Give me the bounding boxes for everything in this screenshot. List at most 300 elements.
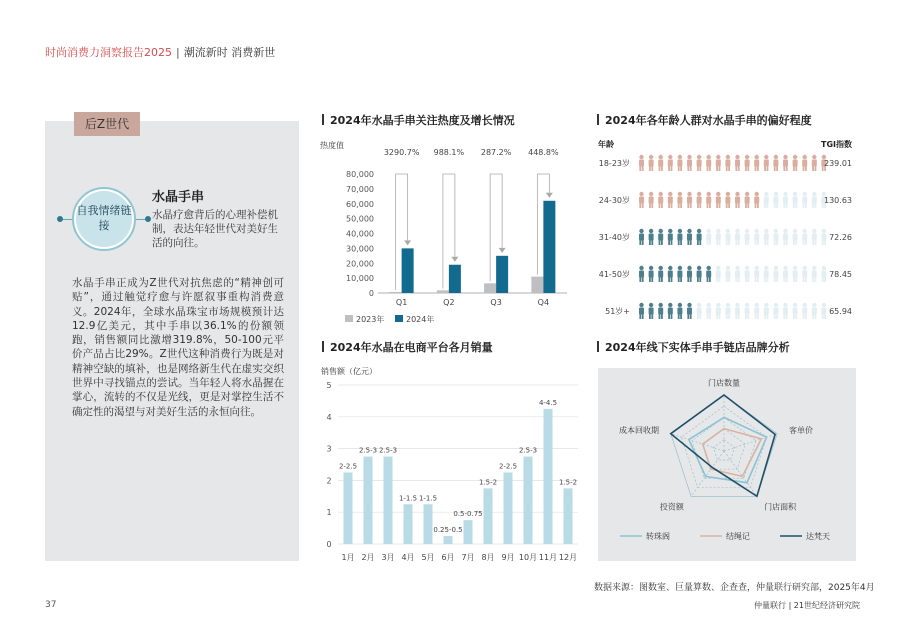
sales-data-label: 1-1.5 [398,494,418,503]
person-icon-body [725,234,730,241]
person-icon-head [745,266,749,270]
person-icon-body [716,308,721,315]
person-icon-leg [755,203,757,208]
person-icon-head [774,155,778,159]
sales-bar [364,457,373,544]
person-icon-head [803,192,807,196]
person-icon-body [706,234,711,241]
radar-legend-label: 转珠阁 [646,532,670,541]
person-icon-body [706,308,711,315]
age-tgi-value: 130.63 [824,196,852,205]
person-icon-leg [822,277,824,282]
person-icon-body [745,197,750,204]
person-icon-leg [786,314,788,319]
person-icon-leg [699,277,701,282]
person-icon-leg [709,203,711,208]
sales-bar [404,504,413,544]
sales-bar [484,488,493,544]
heat-x-tick-label: Q3 [490,298,502,307]
person-icon-leg [668,240,670,245]
person-icon-body [668,160,673,167]
person-icon-body [735,308,740,315]
person-icon-body [783,271,788,278]
person-icon-head [678,266,682,270]
person-icon-body [773,234,778,241]
person-icon-body [658,234,663,241]
age-tgi-value: 72.26 [829,233,852,242]
heat-chart-title [322,112,515,128]
person-icon-head [659,192,663,196]
person-icon-body [725,308,730,315]
person-icon-body [735,197,740,204]
person-icon-leg [661,314,663,319]
person-icon-leg [642,277,644,282]
person-icon-head [793,229,797,233]
person-icon-head [783,266,787,270]
person-icon-leg [726,240,728,245]
title-bar-icon [597,114,599,125]
person-icon-leg [661,166,663,171]
person-icon-leg [678,314,680,319]
person-icon-leg [767,166,769,171]
person-icon-leg [649,166,651,171]
heat-y-tick-label: 10,000 [346,274,374,284]
person-icon-head [774,303,778,307]
person-icon-leg [735,314,737,319]
person-icon-body [658,308,663,315]
person-icon-leg [690,203,692,208]
person-icon-leg [671,240,673,245]
person-icon-leg [812,314,814,319]
person-icon-body [821,308,826,315]
person-icon-head [649,155,653,159]
person-icon-leg [755,314,757,319]
sales-data-label: 1.5-2 [478,478,498,487]
sales-data-label: 4-4.5 [538,398,558,407]
crystal-description: 水晶疗愈背后的心理补偿机制，表达年轻世代对美好生活的向往。 [152,209,278,249]
person-icon-leg [719,240,721,245]
person-icon-body [812,234,817,241]
person-icon-leg [651,203,653,208]
heat-chart [315,132,577,328]
heat-y-axis-label: 热度值 [320,141,344,150]
person-icon-head [783,229,787,233]
person-icon-body [735,271,740,278]
person-icon-head [707,266,711,270]
person-icon-head [764,266,768,270]
person-icon-head [639,229,643,233]
heat-chart-title-text: 2024年水晶手串关注热度及增长情况 [330,114,515,127]
person-icon-leg [668,203,670,208]
person-icon-head [678,155,682,159]
person-icon-leg [709,314,711,319]
person-icon-leg [687,166,689,171]
person-icon-leg [783,203,785,208]
person-icon-leg [805,166,807,171]
person-icon-leg [783,240,785,245]
person-icon-leg [745,277,747,282]
person-icon-head [803,229,807,233]
person-icon-leg [699,240,701,245]
person-icon-head [687,266,691,270]
sales-bar [444,536,453,544]
sales-chart-title-text: 2024年水晶在电商平台各月销量 [330,341,493,354]
person-icon-body [812,308,817,315]
person-icon-body [773,160,778,167]
heat-x-tick-label: Q1 [395,298,408,307]
person-icon-leg [783,314,785,319]
person-icon-leg [719,314,721,319]
person-icon-leg [680,166,682,171]
person-icon-leg [774,277,776,282]
person-icon-head [726,229,730,233]
person-icon-body [697,308,702,315]
person-icon-leg [776,203,778,208]
person-icon-head [716,192,720,196]
heat-y-tick-label: 0 [368,289,374,298]
person-icon-head [803,303,807,307]
person-icon-body [697,197,702,204]
person-icon-leg [747,277,749,282]
person-icon-head [726,266,730,270]
heat-bar-2024 [543,201,555,293]
person-icon-leg [716,203,718,208]
person-icon-leg [642,240,644,245]
heat-growth-arrow-icon [451,257,458,262]
person-icon-leg [651,240,653,245]
person-icon-leg [709,166,711,171]
person-icon-leg [680,240,682,245]
person-icon-leg [774,240,776,245]
radar-legend-label: 结绳记 [726,532,750,541]
person-icon-leg [795,166,797,171]
person-icon-head [697,266,701,270]
heat-growth-arrow-icon [499,248,506,253]
person-icon-head [716,155,720,159]
person-icon-leg [786,240,788,245]
heat-growth-arrow-icon [404,240,411,245]
person-icon-leg [812,203,814,208]
person-icon-body [668,197,673,204]
person-icon-body [639,271,644,278]
person-icon-body [754,308,759,315]
person-icon-leg [659,166,661,171]
person-icon-body [735,160,740,167]
report-subtitle: 潮流新时 消费新世 [183,46,276,59]
person-icon-leg [687,240,689,245]
person-icon-leg [690,166,692,171]
person-icon-head [668,155,672,159]
person-icon-leg [659,240,661,245]
person-icon-body [697,271,702,278]
person-icon-leg [719,166,721,171]
person-icon-leg [805,240,807,245]
heat-y-tick-label: 70,000 [346,184,374,194]
sales-y-axis-label: 销售额（亿元） [321,367,377,376]
sales-data-label: 2.5-3 [358,446,378,455]
heat-y-tick-label: 80,000 [346,170,374,179]
person-icon-body [716,234,721,241]
body-paragraph: 水晶手串正成为Z世代对抗焦虑的“精神创可贴”，通过触觉疗愈与许愿叙事重构消费意义。2024年，全球水晶珠宝市场规模预计达12.9亿美元，其中手串以36.1%的份额领跑，销售额同比激增319.8%，50-100元平价产品占比29%。Z世代这种消费行为既是对精神空缺的填补，也是网络新生代在虚实交织世界中寻找锚点的尝试。当年轻人将水晶握在掌心，流转的不仅是光线，更是对掌控生活不确定性的渴望与对美好生活的永恒向往。 [72,277,284,418]
person-icon-leg [795,314,797,319]
sales-bar [564,488,573,544]
generation-tag: 后Z世代 [74,112,140,136]
person-icon-leg [757,314,759,319]
person-icon-leg [728,166,730,171]
person-icon-head [687,192,691,196]
sales-x-tick-label: 4月 [401,553,415,562]
sales-y-tick-label: 1 [326,508,332,518]
person-icon-leg [639,314,641,319]
person-icon-leg [649,240,651,245]
person-icon-leg [659,203,661,208]
crystal-title: 水晶手串 [152,190,205,205]
emotion-circle: 自我情绪链接 [76,191,132,247]
heat-y-tick-label: 60,000 [346,199,374,209]
person-icon-body [745,234,750,241]
person-icon-leg [755,166,757,171]
person-icon-leg [697,314,699,319]
person-icon-leg [728,277,730,282]
sales-x-tick-label: 10月 [518,553,538,562]
person-icon-head [726,155,730,159]
person-icon-head [755,229,759,233]
person-icon-leg [726,166,728,171]
person-icon-head [668,229,672,233]
person-icon-head [716,229,720,233]
person-icon-head [764,229,768,233]
person-icon-head [812,192,816,196]
person-icon-body [735,234,740,241]
age-row-header: 年龄 [598,140,614,149]
person-icon-head [659,266,663,270]
person-icon-leg [690,277,692,282]
sales-x-tick-label: 9月 [501,553,515,562]
heat-bar-2024 [496,256,508,293]
person-icon-leg [735,166,737,171]
person-icon-leg [812,277,814,282]
person-icon-leg [707,314,709,319]
person-icon-leg [793,277,795,282]
person-icon-head [649,266,653,270]
connector-dot-right [145,216,151,222]
person-icon-body [639,308,644,315]
person-icon-leg [649,203,651,208]
person-icon-body [639,160,644,167]
person-icon-head [812,155,816,159]
person-icon-leg [671,166,673,171]
person-icon-body [677,160,682,167]
person-icon-leg [687,277,689,282]
person-icon-leg [690,314,692,319]
person-icon-leg [639,277,641,282]
person-icon-leg [728,314,730,319]
person-icon-leg [803,166,805,171]
heat-bar-2023 [484,283,496,293]
radar-axis-label: 门店数量 [708,378,740,388]
person-icon-leg [824,314,826,319]
age-tgi-value: 78.45 [829,270,852,279]
age-value-header: TGI指数 [821,140,852,149]
person-icon-leg [639,240,641,245]
person-icon-body [687,197,692,204]
person-icon-head [659,303,663,307]
person-icon-head [659,229,663,233]
person-icon-head [668,192,672,196]
person-icon-body [649,234,654,241]
person-icon-leg [793,240,795,245]
person-icon-leg [719,277,721,282]
person-icon-head [726,192,730,196]
heat-bar-2024 [449,265,461,293]
person-icon-leg [707,166,709,171]
person-icon-leg [661,203,663,208]
person-icon-head [783,303,787,307]
connector-dot-left [57,216,63,222]
person-icon-leg [812,240,814,245]
person-icon-leg [747,166,749,171]
person-icon-head [745,303,749,307]
person-icon-head [822,266,826,270]
person-icon-head [687,303,691,307]
person-icon-leg [757,203,759,208]
person-icon-body [668,234,673,241]
person-icon-leg [668,166,670,171]
person-icon-leg [649,314,651,319]
person-icon-leg [822,240,824,245]
radar-axis-label: 门店面积 [764,502,797,512]
person-icon-leg [651,314,653,319]
sales-chart-title [322,339,493,355]
person-icon-body [716,271,721,278]
person-icon-leg [793,166,795,171]
person-icon-leg [764,240,766,245]
sales-data-label: 2.5-3 [518,446,538,455]
person-icon-leg [757,277,759,282]
heat-growth-arrow-icon [546,193,553,198]
person-icon-head [697,155,701,159]
report-title: 时尚消费力洞察报告2025 [45,46,172,59]
person-icon-leg [764,166,766,171]
person-icon-head [812,303,816,307]
age-pictograph [590,132,865,328]
person-icon-leg [793,314,795,319]
person-icon-body [716,160,721,167]
person-icon-leg [776,240,778,245]
person-icon-head [793,192,797,196]
person-icon-leg [709,277,711,282]
person-icon-head [755,266,759,270]
person-icon-head [649,303,653,307]
person-icon-head [678,303,682,307]
sales-data-label: 0.5-0.75 [453,510,483,519]
person-icon-body [639,197,644,204]
person-icon-leg [805,314,807,319]
person-icon-leg [707,240,709,245]
sales-data-label: 2.5-3 [378,446,398,455]
heat-y-tick-label: 40,000 [346,229,374,239]
person-icon-body [649,197,654,204]
sales-bar [424,504,433,544]
heat-legend-swatch-2024 [395,315,403,322]
heat-y-tick-label: 20,000 [346,259,374,269]
person-icon-body [725,160,730,167]
person-icon-leg [786,277,788,282]
person-icon-leg [735,240,737,245]
person-icon-body [802,160,807,167]
person-icon-body [649,308,654,315]
person-icon-body [745,308,750,315]
age-chart-title-text: 2024年各年龄人群对水晶手串的偏好程度 [605,114,812,127]
person-icon-head [639,192,643,196]
person-icon-leg [755,240,757,245]
person-icon-head [697,192,701,196]
person-icon-body [783,197,788,204]
heat-bar-2024 [402,248,414,293]
heat-x-tick-label: Q4 [537,298,550,307]
radar-axis-label: 投资额 [659,502,684,512]
sales-bar [544,409,553,544]
person-icon-leg [764,314,766,319]
person-icon-leg [642,166,644,171]
person-icon-leg [738,277,740,282]
person-icon-leg [642,314,644,319]
person-icon-head [697,229,701,233]
radar-axis-label: 成本回收期 [619,425,660,435]
person-icon-head [639,303,643,307]
age-tgi-value: 65.94 [829,307,852,316]
person-icon-leg [738,166,740,171]
heat-legend-swatch-2023 [345,315,353,322]
age-row-label: 18-23岁 [598,159,630,168]
person-icon-body [773,308,778,315]
person-icon-leg [755,277,757,282]
person-icon-body [668,271,673,278]
person-icon-leg [680,314,682,319]
person-icon-head [735,303,739,307]
person-icon-body [793,197,798,204]
person-icon-body [687,308,692,315]
person-icon-leg [767,240,769,245]
person-icon-head [774,266,778,270]
person-icon-leg [680,277,682,282]
person-icon-body [821,271,826,278]
person-icon-head [716,303,720,307]
person-icon-body [821,234,826,241]
sales-y-tick-label: 5 [326,381,332,390]
person-icon-body [764,160,769,167]
sales-bar [344,472,353,544]
person-icon-body [658,271,663,278]
person-icon-leg [678,277,680,282]
person-icon-body [812,197,817,204]
person-icon-head [639,155,643,159]
person-icon-body [783,160,788,167]
sales-y-tick-label: 4 [326,412,332,422]
person-icon-head [687,229,691,233]
person-icon-body [802,308,807,315]
heat-bar-2023 [437,290,449,293]
person-icon-leg [803,240,805,245]
person-icon-body [783,308,788,315]
person-icon-body [793,308,798,315]
person-icon-leg [815,277,817,282]
person-icon-body [716,197,721,204]
person-icon-leg [747,203,749,208]
person-icon-leg [728,203,730,208]
person-icon-leg [786,166,788,171]
person-icon-body [658,197,663,204]
